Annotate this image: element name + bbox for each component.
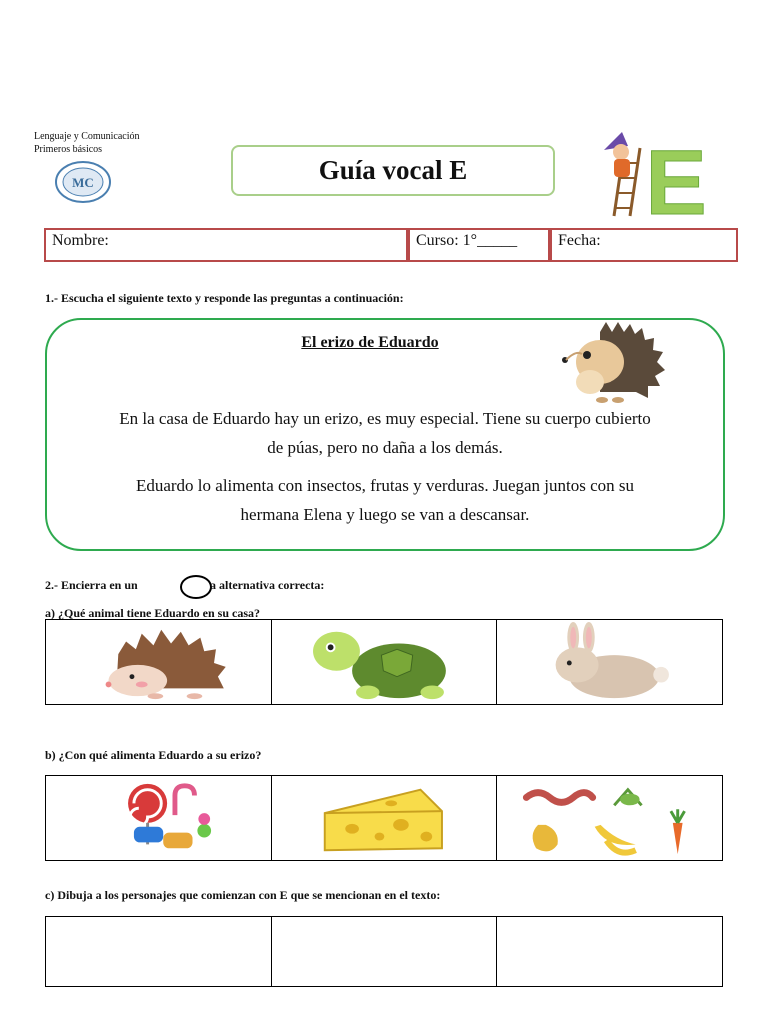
- question-b-label: b) ¿Con qué alimenta Eduardo a su erizo?: [45, 748, 262, 762]
- header-meta: [34, 130, 140, 156]
- drawing-box-1[interactable]: [46, 917, 272, 986]
- course-label: Curso: 1°_____: [416, 232, 518, 249]
- question-a-label: a) ¿Qué animal tiene Eduardo en su casa?: [45, 606, 261, 620]
- insects-fruits-vegetables-icon: [497, 776, 722, 860]
- circle-mark-icon: [180, 575, 212, 599]
- rabbit-icon: [497, 620, 722, 704]
- option-candy[interactable]: [46, 776, 272, 860]
- option-hedgehog[interactable]: [46, 620, 272, 704]
- hedgehog-icon: [46, 620, 271, 704]
- option-insects-fruits-vegetables[interactable]: [497, 776, 722, 860]
- page-title: Guía vocal E: [231, 145, 555, 196]
- answer-row-b: [45, 775, 723, 861]
- cheese-icon: [272, 776, 497, 860]
- drawing-box-2[interactable]: [272, 917, 498, 986]
- story-p1-line2: de púas, pero no daña a los demás.: [267, 438, 503, 457]
- question-2-label-end: a alternativa correcta:: [210, 578, 325, 592]
- date-field[interactable]: [550, 228, 738, 262]
- drawing-box-3[interactable]: [497, 917, 722, 986]
- name-label: Nombre:: [52, 232, 109, 249]
- question-c-label: c) Dibuja a los personajes que comienzan con E que se mencionan en el texto:: [45, 888, 441, 902]
- story-p2-line2: hermana Elena y luego se van a descansar.: [240, 505, 530, 524]
- story-p1-line1: En la casa de Eduardo hay un erizo, es muy especial. Tiene su cuerpo cubierto: [119, 409, 651, 428]
- letter-e: E: [645, 132, 707, 220]
- option-rabbit[interactable]: [497, 620, 722, 704]
- course-field[interactable]: [408, 228, 550, 262]
- answer-row-a: [45, 619, 723, 705]
- school-logo: [54, 160, 112, 204]
- logo-text: MC: [72, 175, 94, 190]
- hedgehog-illustration: [560, 320, 668, 404]
- name-field[interactable]: [44, 228, 408, 262]
- story-paragraph-2: [50, 471, 720, 529]
- option-turtle[interactable]: [272, 620, 498, 704]
- candy-icon: [46, 776, 271, 860]
- subject-label: Lenguaje y Comunicación: [34, 131, 140, 142]
- story-paragraph-1: [50, 404, 720, 462]
- date-label: Fecha:: [558, 232, 601, 249]
- drawing-row-c: [45, 916, 723, 987]
- level-label: Primeros básicos: [34, 144, 103, 155]
- letter-e-illustration: [594, 128, 712, 220]
- question-1-label: 1.- Escucha el siguiente texto y responde las preguntas a continuación:: [45, 291, 404, 305]
- question-2-label-start: 2.- Encierra en un: [45, 578, 138, 592]
- story-p2-line1: Eduardo lo alimenta con insectos, frutas y verduras. Juegan juntos con su: [135, 476, 635, 495]
- turtle-icon: [272, 620, 497, 704]
- story-title: El erizo de Eduardo: [301, 334, 439, 351]
- option-cheese[interactable]: [272, 776, 498, 860]
